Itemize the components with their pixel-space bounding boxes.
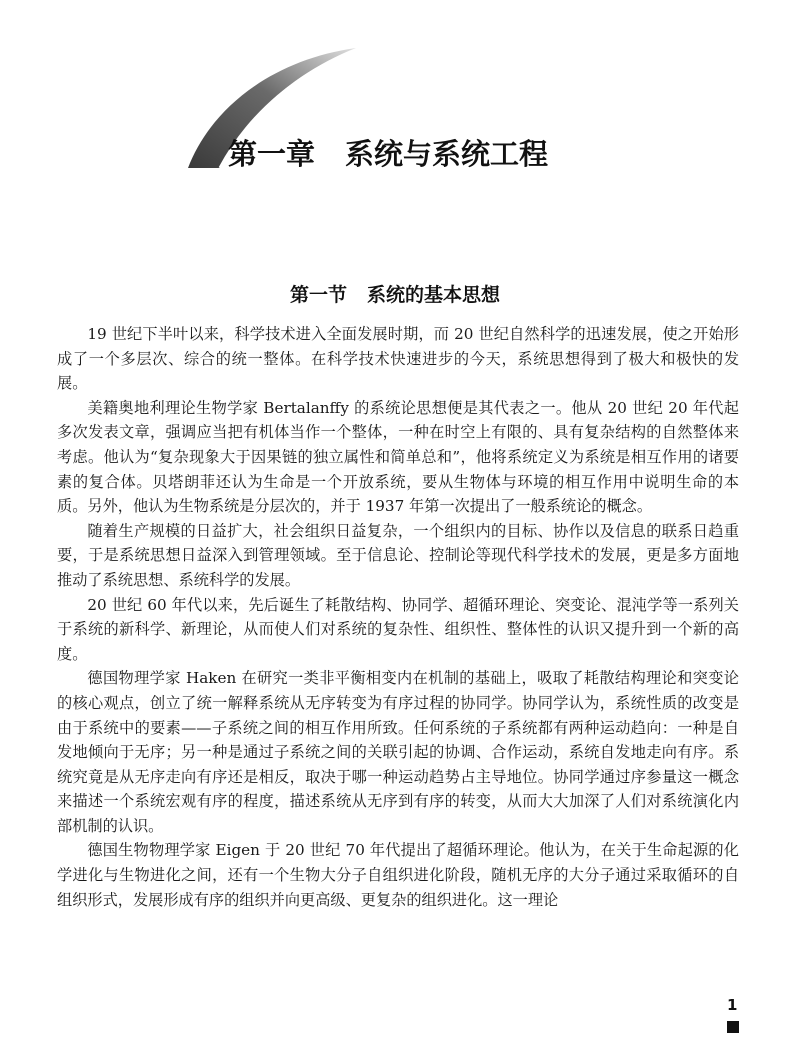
paragraph: 德国物理学家 Haken 在研究一类非平衡相变内在机制的基础上，吸取了耗散结构理论和突变论的核心观点，创立了统一解释系统从无序转变为有序过程的协同学。协同学认为，系统性质的改变是由于系统中的要素——子系统之间的相互作用所致。任何系统的子系统都有两种运动趋向：一种是自发地倾向于无序；另一种是通过子系统之间的关联引起的协调、合作运动，系统自发地走向有序。系统究竟是从无序走向有序还是相反，取决于哪一种运动趋势占主导地位。协同学通过序参量这一概念来描述一个系统宏观有序的程度，描述系统从无序到有序的转变，从而大大加深了人们对系统演化内部机制的认识。 <box>57 669 739 835</box>
body-text <box>57 322 739 912</box>
chapter-title <box>228 132 548 173</box>
chapter-name: 系统与系统工程 <box>345 137 549 171</box>
paragraph: 20 世纪 60 年代以来，先后诞生了耗散结构、协同学、超循环理论、突变论、混沌学等一系列关于系统的新科学、新理论，从而使人们对系统的复杂性、组织性、整体性的认识又提升到一个新的高度。 <box>57 595 739 663</box>
section-name: 系统的基本思想 <box>367 284 501 306</box>
paragraph: 19 世纪下半叶以来，科学技术进入全面发展时期，而 20 世纪自然科学的迅速发展，使之开始形成了一个多层次、综合的统一整体。在科学技术快速进步的今天，系统思想得到了极大和极快的发展。 <box>57 325 739 393</box>
page-marker-square <box>727 1021 739 1033</box>
page-number: 1 <box>727 996 738 1014</box>
chapter-number: 第一章 <box>228 137 316 171</box>
paragraph: 美籍奥地利理论生物学家 Bertalanffy 的系统论思想便是其代表之一。他从 20 世纪 20 年代起多次发表文章，强调应当把有机体当作一个整体，一种在时空上有限的、具有复杂结构的自然整体来考虑。他认为“复杂现象大于因果链的独立属性和简单总和”，他将系统定义为系统是相互作用的诸要素的复合体。贝塔朗菲还认为生命是一个开放系统，要从生物体与环境的相互作用中说明生命的本质。另外，他认为生物系统是分层次的，并于 1937 年第一次提出了一般系统论的概念。 <box>57 398 739 516</box>
paragraph: 随着生产规模的日益扩大，社会组织日益复杂，一个组织内的目标、协作以及信息的联系日趋重要，于是系统思想日益深入到管理领域。至于信息论、控制论等现代科学技术的发展，更是多方面地推动了系统思想、系统科学的发展。 <box>57 521 739 589</box>
paragraph: 德国生物物理学家 Eigen 于 20 世纪 70 年代提出了超循环理论。他认为，在关于生命起源的化学进化与生物进化之间，还有一个生物大分子自组织进化阶段，随机无序的大分子通过采取循环的自组织形式，发展形成有序的组织并向更高级、更复杂的组织进化。这一理论 <box>57 841 739 909</box>
section-number: 第一节 <box>289 284 347 306</box>
section-title <box>0 280 790 307</box>
